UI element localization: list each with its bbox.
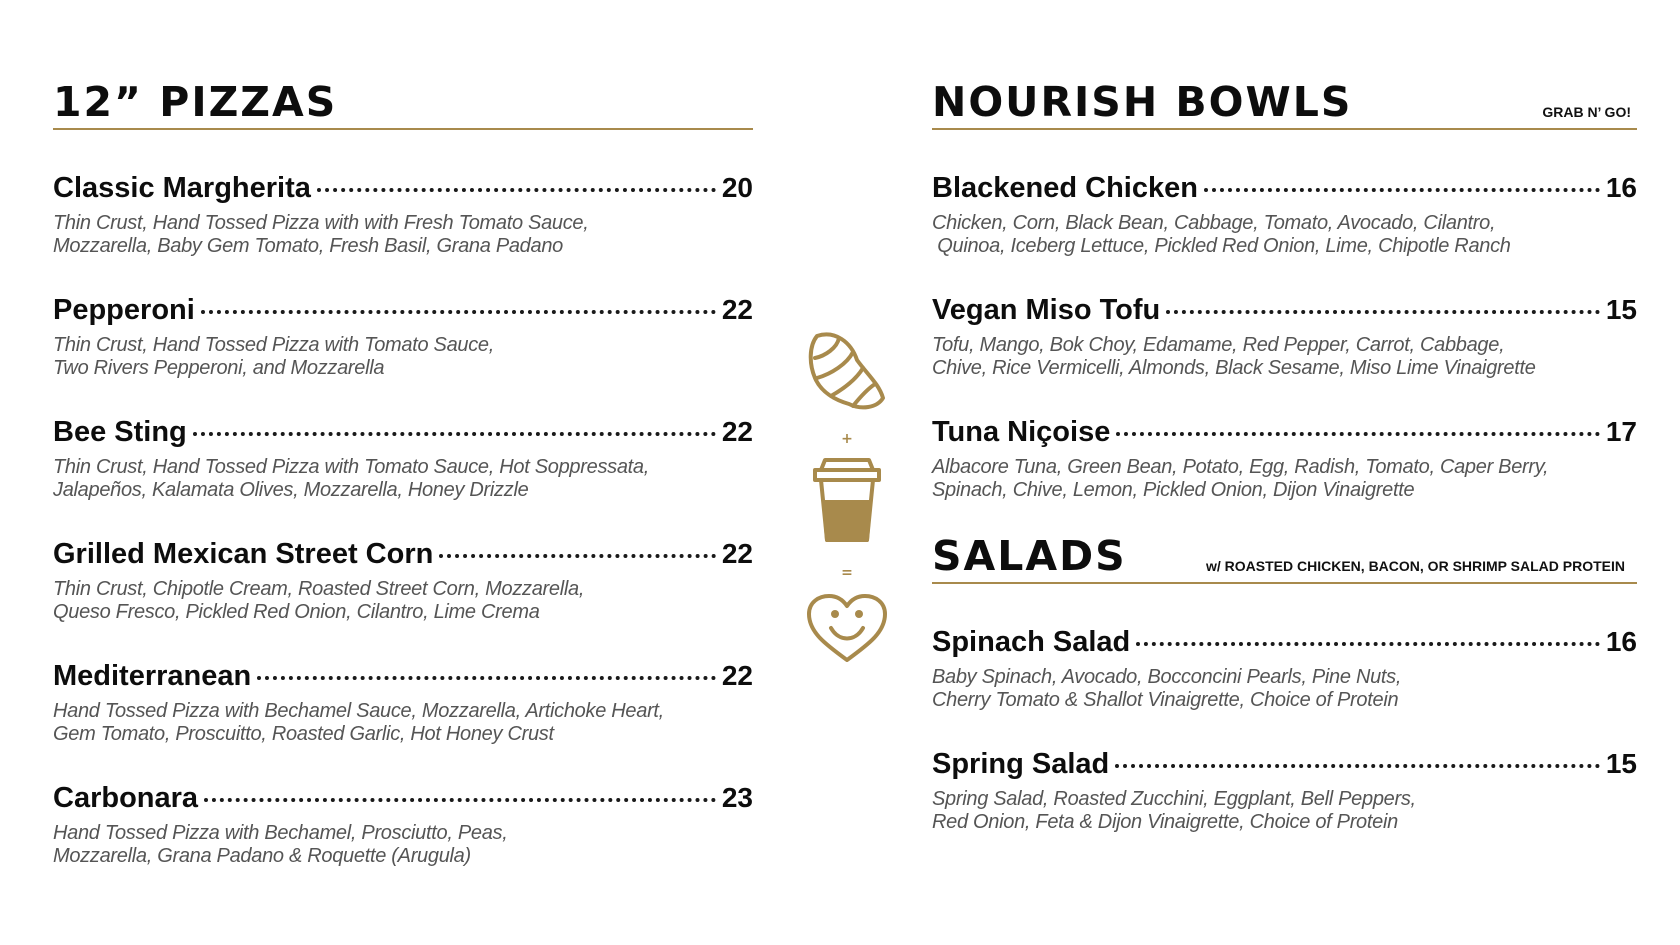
menu-item-price: 17 <box>1605 416 1637 447</box>
description-line: Albacore Tuna, Green Bean, Potato, Egg, Radish, Tomato, Caper Berry, <box>932 456 1549 478</box>
salads-title: SALADS <box>932 532 1127 580</box>
salads-section <box>932 516 1637 848</box>
menu-item-name: Classic Margherita <box>53 172 311 204</box>
dot-leader <box>1204 188 1600 192</box>
pizzas-title: 12” PIZZAS <box>53 78 338 126</box>
menu-item-description <box>53 822 753 868</box>
bowls-title: NOURISH BOWLS <box>932 78 1353 126</box>
menu-item-name: Vegan Miso Tofu <box>932 294 1161 326</box>
menu-item-description <box>932 666 1637 712</box>
icon-equation <box>805 328 889 666</box>
salads-note: w/ ROASTED CHICKEN, BACON, OR SHRIMP SALAD PROTEIN <box>1206 558 1625 574</box>
description-line: Red Onion, Feta & Dijon Vinaigrette, Choice of Protein <box>932 811 1398 833</box>
dot-leader <box>1115 764 1600 768</box>
menu-item <box>53 538 753 660</box>
dot-leader <box>1166 310 1600 314</box>
menu-item <box>932 748 1637 848</box>
menu-item-description <box>932 456 1637 502</box>
menu-item <box>53 172 753 294</box>
salads-header <box>932 516 1637 584</box>
menu-item-description <box>932 334 1637 380</box>
menu-item <box>932 172 1637 294</box>
menu-item <box>932 416 1637 516</box>
description-line: Spring Salad, Roasted Zucchini, Eggplant, Bell Peppers, <box>932 788 1416 810</box>
menu-item <box>932 626 1637 748</box>
croissant-icon <box>805 328 889 412</box>
description-line: Hand Tossed Pizza with Bechamel Sauce, Mozzarella, Artichoke Heart, <box>53 700 664 722</box>
menu-item-price: 22 <box>721 294 753 325</box>
bowls-note: GRAB N’ GO! <box>1542 104 1631 120</box>
menu-item-description <box>53 578 753 624</box>
menu-item-price: 16 <box>1605 172 1637 203</box>
menu-item-description <box>53 212 753 258</box>
dot-leader <box>439 554 716 558</box>
menu-item-price: 16 <box>1605 626 1637 657</box>
menu-item <box>53 416 753 538</box>
description-line: Quinoa, Iceberg Lettuce, Pickled Red Onion, Lime, Chipotle Ranch <box>932 235 1511 257</box>
dot-leader <box>1136 642 1600 646</box>
description-line: Mozzarella, Baby Gem Tomato, Fresh Basil, Grana Padano <box>53 235 563 257</box>
menu-item-description <box>932 788 1637 834</box>
pizzas-header <box>53 70 753 130</box>
description-line: Two Rivers Pepperoni, and Mozzarella <box>53 357 385 379</box>
description-line: Thin Crust, Hand Tossed Pizza with with Fresh Tomato Sauce, <box>53 212 589 234</box>
menu-item-price: 20 <box>721 172 753 203</box>
dot-leader <box>193 432 716 436</box>
menu-item-name: Spinach Salad <box>932 626 1131 658</box>
menu-item-name: Bee Sting <box>53 416 187 448</box>
description-line: Jalapeños, Kalamata Olives, Mozzarella, Honey Drizzle <box>53 479 529 501</box>
menu-item-name: Blackened Chicken <box>932 172 1198 204</box>
menu-item-description <box>53 700 753 746</box>
description-line: Chicken, Corn, Black Bean, Cabbage, Tomato, Avocado, Cilantro, <box>932 212 1496 234</box>
coffee-cup-icon <box>805 456 889 546</box>
description-line: Hand Tossed Pizza with Bechamel, Prosciutto, Peas, <box>53 822 508 844</box>
menu-item-name: Pepperoni <box>53 294 195 326</box>
description-line: Chive, Rice Vermicelli, Almonds, Black Sesame, Miso Lime Vinaigrette <box>932 357 1536 379</box>
menu-item-name: Carbonara <box>53 782 199 814</box>
description-line: Tofu, Mango, Bok Choy, Edamame, Red Pepper, Carrot, Cabbage, <box>932 334 1505 356</box>
menu-item <box>53 782 753 882</box>
menu-item <box>53 294 753 416</box>
bowls-header <box>932 70 1637 130</box>
smiling-heart-icon <box>805 592 889 666</box>
plus-sign: + <box>841 431 853 447</box>
menu-item-name: Spring Salad <box>932 748 1110 780</box>
description-line: Mozzarella, Grana Padano & Roquette (Arugula) <box>53 845 471 867</box>
description-line: Thin Crust, Hand Tossed Pizza with Tomato Sauce, <box>53 334 495 356</box>
description-line: Cherry Tomato & Shallot Vinaigrette, Choice of Protein <box>932 689 1399 711</box>
menu-item-price: 22 <box>721 416 753 447</box>
menu-item-name: Mediterranean <box>53 660 252 692</box>
description-line: Baby Spinach, Avocado, Bocconcini Pearls, Pine Nuts, <box>932 666 1402 688</box>
menu-item <box>932 294 1637 416</box>
bowls-section <box>932 70 1637 848</box>
dot-leader <box>201 310 716 314</box>
dot-leader <box>204 798 716 802</box>
menu-item-price: 15 <box>1605 748 1637 779</box>
description-line: Thin Crust, Hand Tossed Pizza with Tomato Sauce, Hot Soppressata, <box>53 456 649 478</box>
menu-item-name: Tuna Niçoise <box>932 416 1111 448</box>
dot-leader <box>1116 432 1600 436</box>
menu-item-name: Grilled Mexican Street Corn <box>53 538 434 570</box>
description-line: Queso Fresco, Pickled Red Onion, Cilantro, Lime Crema <box>53 601 540 623</box>
dot-leader <box>317 188 716 192</box>
menu-item-price: 23 <box>721 782 753 813</box>
menu-item <box>53 660 753 782</box>
menu-item-description <box>53 334 753 380</box>
menu-item-price: 22 <box>721 660 753 691</box>
dot-leader <box>257 676 716 680</box>
description-line: Gem Tomato, Proscuitto, Roasted Garlic, Hot Honey Crust <box>53 723 554 745</box>
menu-item-description <box>53 456 753 502</box>
description-line: Thin Crust, Chipotle Cream, Roasted Street Corn, Mozzarella, <box>53 578 585 600</box>
equals-sign: = <box>841 565 853 581</box>
menu-item-price: 15 <box>1605 294 1637 325</box>
description-line: Spinach, Chive, Lemon, Pickled Onion, Dijon Vinaigrette <box>932 479 1415 501</box>
pizzas-section <box>53 70 753 882</box>
menu-item-description <box>932 212 1637 258</box>
menu-item-price: 22 <box>721 538 753 569</box>
